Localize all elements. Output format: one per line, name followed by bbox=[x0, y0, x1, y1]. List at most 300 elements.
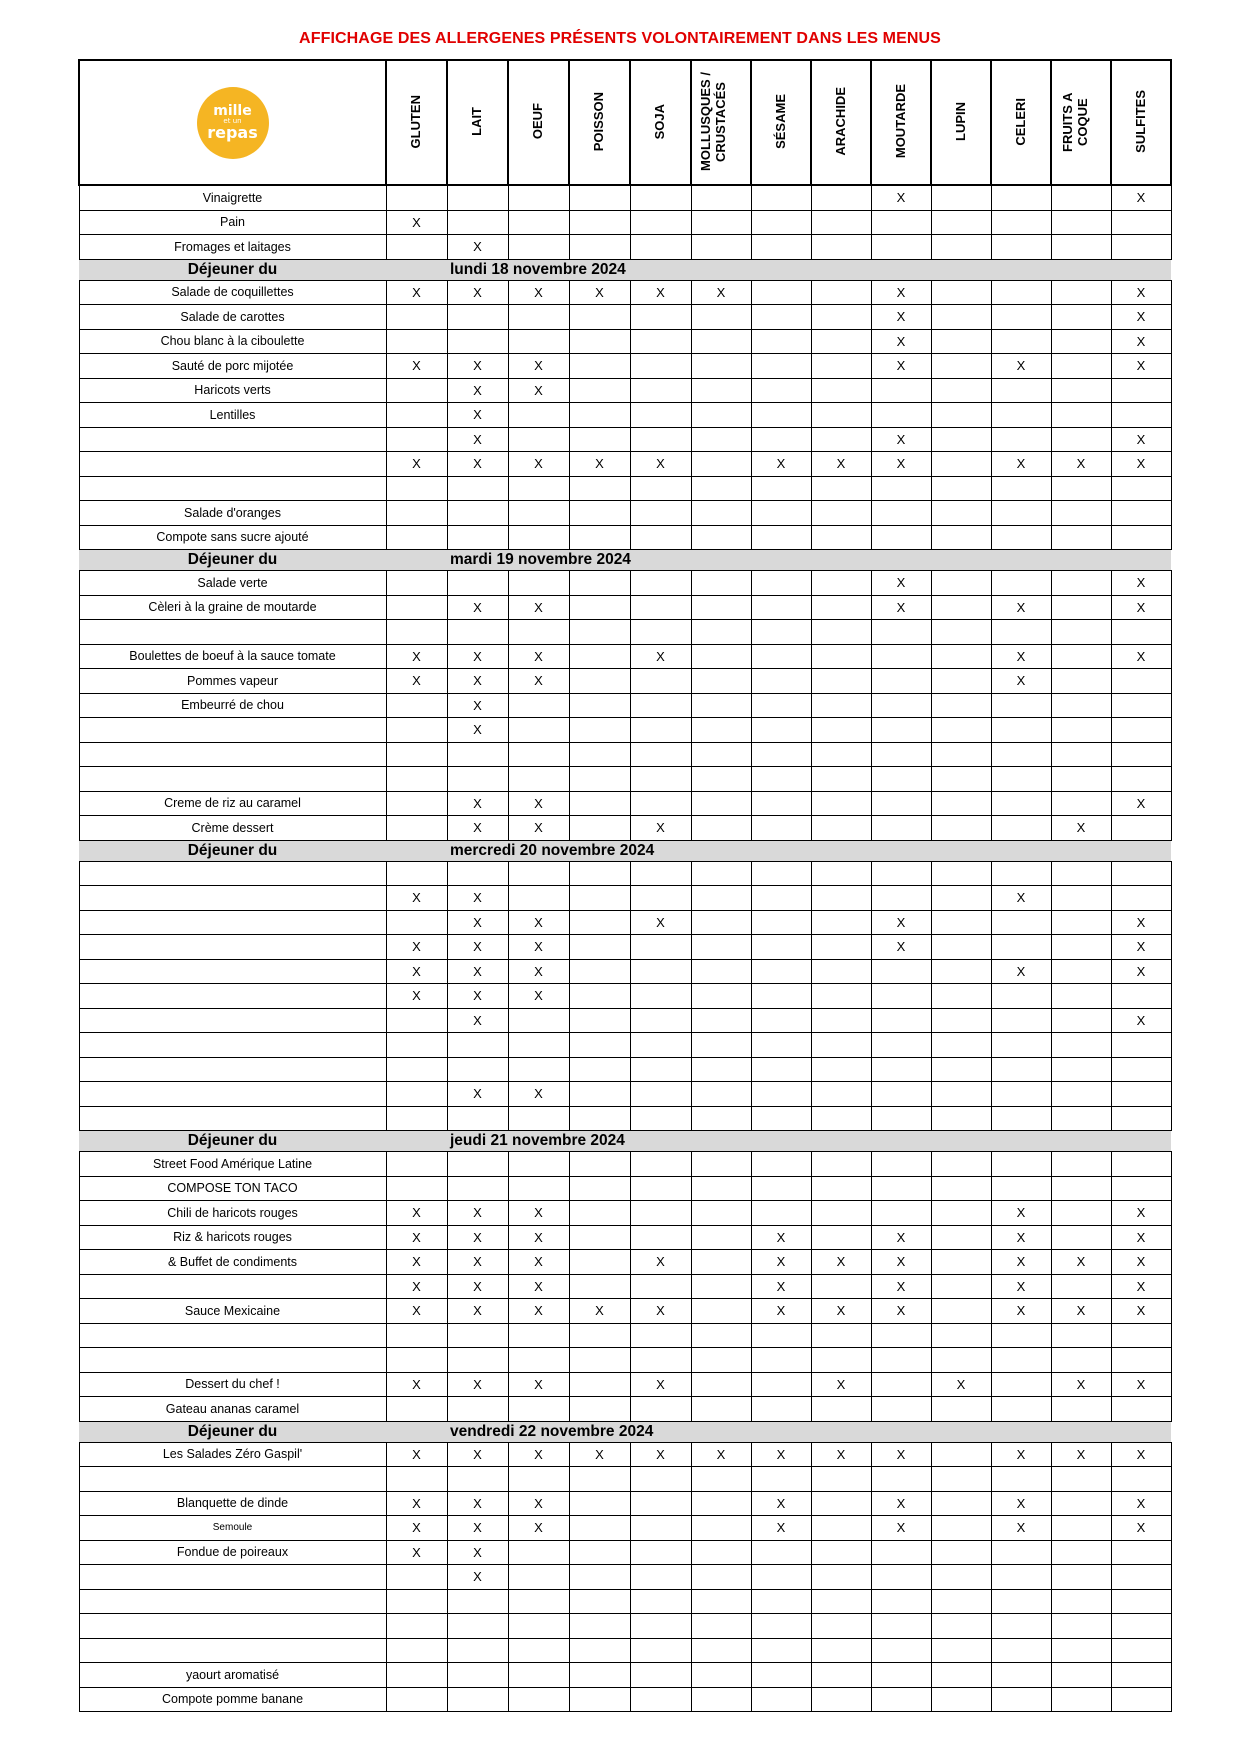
allergen-cell bbox=[569, 742, 630, 767]
allergen-cell bbox=[991, 1638, 1051, 1663]
allergen-cell bbox=[1111, 1638, 1171, 1663]
allergen-cell bbox=[630, 305, 691, 330]
allergen-cell bbox=[569, 644, 630, 669]
allergen-cell bbox=[691, 959, 751, 984]
allergen-cell bbox=[569, 210, 630, 235]
table-row bbox=[79, 1008, 1171, 1033]
allergen-cell bbox=[931, 1614, 991, 1639]
allergen-cell: X bbox=[508, 644, 569, 669]
allergen-cell bbox=[1051, 742, 1111, 767]
allergen-cell bbox=[751, 305, 811, 330]
table-row bbox=[79, 1442, 1171, 1467]
allergen-cell bbox=[931, 767, 991, 792]
allergen-cell: X bbox=[447, 452, 508, 477]
allergen-cell bbox=[1111, 984, 1171, 1009]
allergen-cell bbox=[931, 984, 991, 1009]
allergen-cell bbox=[447, 1663, 508, 1688]
allergen-cell: X bbox=[508, 452, 569, 477]
allergen-cell bbox=[811, 403, 871, 428]
table-row bbox=[79, 1397, 1171, 1422]
allergen-cell: X bbox=[386, 1299, 447, 1324]
dish-name bbox=[79, 1348, 386, 1373]
allergen-cell bbox=[691, 235, 751, 260]
dish-name: Sauté de porc mijotée bbox=[79, 354, 386, 379]
allergen-cell bbox=[811, 235, 871, 260]
section-date: mardi 19 novembre 2024 bbox=[386, 550, 1171, 571]
allergen-cell bbox=[691, 329, 751, 354]
table-row bbox=[79, 476, 1171, 501]
allergen-cell: X bbox=[630, 1372, 691, 1397]
allergen-cell bbox=[691, 1491, 751, 1516]
allergen-cell bbox=[811, 1638, 871, 1663]
allergen-cell bbox=[691, 1516, 751, 1541]
table-row bbox=[79, 403, 1171, 428]
allergen-cell bbox=[871, 693, 931, 718]
allergen-cell: X bbox=[447, 1201, 508, 1226]
allergen-cell bbox=[751, 595, 811, 620]
allergen-cell bbox=[991, 1008, 1051, 1033]
allergen-cell bbox=[630, 571, 691, 596]
allergen-cell: X bbox=[508, 935, 569, 960]
dish-name: Les Salades Zéro Gaspil' bbox=[79, 1442, 386, 1467]
dish-name: COMPOSE TON TACO bbox=[79, 1176, 386, 1201]
allergen-cell bbox=[630, 1057, 691, 1082]
allergen-cell bbox=[931, 620, 991, 645]
allergen-cell bbox=[931, 935, 991, 960]
allergen-cell bbox=[931, 1467, 991, 1492]
allergen-cell bbox=[931, 452, 991, 477]
allergen-cell bbox=[1111, 1176, 1171, 1201]
allergen-cell: X bbox=[630, 910, 691, 935]
allergen-cell bbox=[751, 403, 811, 428]
allergen-cell bbox=[991, 1082, 1051, 1107]
allergen-cell bbox=[691, 210, 751, 235]
allergen-cell bbox=[386, 1397, 447, 1422]
allergen-cell: X bbox=[1111, 1491, 1171, 1516]
allergen-cell bbox=[931, 1687, 991, 1712]
allergen-cell bbox=[569, 1033, 630, 1058]
section-header bbox=[79, 1131, 1171, 1152]
table-row bbox=[79, 329, 1171, 354]
dish-name: Salade de coquillettes bbox=[79, 280, 386, 305]
allergen-cell bbox=[691, 501, 751, 526]
allergen-cell bbox=[931, 378, 991, 403]
dish-name: Crème dessert bbox=[79, 816, 386, 841]
allergen-cell bbox=[1051, 959, 1111, 984]
allergen-cell bbox=[871, 525, 931, 550]
allergen-cell bbox=[871, 620, 931, 645]
allergen-cell bbox=[751, 742, 811, 767]
table-row bbox=[79, 1250, 1171, 1275]
allergen-cell bbox=[691, 1008, 751, 1033]
allergen-cell bbox=[630, 1397, 691, 1422]
allergen-cell bbox=[508, 1397, 569, 1422]
allergen-cell: X bbox=[386, 886, 447, 911]
col-header-lupin: LUPIN bbox=[931, 60, 991, 185]
allergen-cell bbox=[871, 378, 931, 403]
allergen-cell bbox=[871, 1008, 931, 1033]
allergen-cell bbox=[386, 1008, 447, 1033]
allergen-cell bbox=[386, 1176, 447, 1201]
allergen-cell: X bbox=[1111, 1372, 1171, 1397]
allergen-cell bbox=[811, 693, 871, 718]
table-row bbox=[79, 1687, 1171, 1712]
allergen-cell bbox=[931, 816, 991, 841]
allergen-cell bbox=[991, 1176, 1051, 1201]
allergen-cell bbox=[386, 525, 447, 550]
allergen-cell bbox=[386, 1323, 447, 1348]
allergen-cell bbox=[569, 329, 630, 354]
table-row bbox=[79, 1106, 1171, 1131]
allergen-cell: X bbox=[386, 1491, 447, 1516]
allergen-cell bbox=[811, 210, 871, 235]
allergen-cell bbox=[811, 305, 871, 330]
allergen-cell bbox=[931, 742, 991, 767]
table-row bbox=[79, 185, 1171, 210]
allergen-cell bbox=[386, 1082, 447, 1107]
allergen-cell bbox=[931, 476, 991, 501]
allergen-cell bbox=[1111, 1152, 1171, 1177]
allergen-cell bbox=[386, 1638, 447, 1663]
allergen-cell bbox=[386, 816, 447, 841]
allergen-cell bbox=[751, 280, 811, 305]
allergen-cell bbox=[811, 378, 871, 403]
allergen-cell bbox=[811, 1589, 871, 1614]
allergen-cell: X bbox=[386, 984, 447, 1009]
allergen-cell bbox=[630, 595, 691, 620]
allergen-cell: X bbox=[871, 910, 931, 935]
allergen-cell bbox=[691, 910, 751, 935]
allergen-cell bbox=[871, 742, 931, 767]
allergen-cell bbox=[447, 1348, 508, 1373]
allergen-cell bbox=[931, 1516, 991, 1541]
allergen-cell bbox=[1111, 1540, 1171, 1565]
allergen-cell bbox=[691, 791, 751, 816]
allergen-cell bbox=[1051, 1467, 1111, 1492]
allergen-cell: X bbox=[630, 644, 691, 669]
allergen-cell bbox=[811, 1397, 871, 1422]
allergen-cell bbox=[871, 1540, 931, 1565]
allergen-cell: X bbox=[447, 1516, 508, 1541]
logo-cell bbox=[79, 60, 386, 185]
allergen-cell bbox=[386, 767, 447, 792]
allergen-cell bbox=[931, 329, 991, 354]
allergen-cell bbox=[447, 1614, 508, 1639]
allergen-cell bbox=[871, 816, 931, 841]
allergen-cell bbox=[931, 886, 991, 911]
table-row bbox=[79, 620, 1171, 645]
allergen-cell bbox=[630, 1540, 691, 1565]
allergen-cell bbox=[811, 816, 871, 841]
allergen-cell: X bbox=[630, 816, 691, 841]
allergen-cell bbox=[871, 959, 931, 984]
dish-name bbox=[79, 984, 386, 1009]
dish-name: Embeurré de chou bbox=[79, 693, 386, 718]
allergen-cell bbox=[751, 427, 811, 452]
allergen-cell bbox=[871, 984, 931, 1009]
allergen-cell bbox=[386, 742, 447, 767]
allergen-cell: X bbox=[871, 1516, 931, 1541]
allergen-cell bbox=[691, 620, 751, 645]
allergen-cell bbox=[931, 185, 991, 210]
dish-name bbox=[79, 1614, 386, 1639]
allergen-cell: X bbox=[871, 1442, 931, 1467]
table-row bbox=[79, 644, 1171, 669]
allergen-cell bbox=[1111, 210, 1171, 235]
allergen-cell: X bbox=[508, 1299, 569, 1324]
allergen-cell bbox=[871, 1565, 931, 1590]
allergen-cell bbox=[931, 280, 991, 305]
allergen-cell bbox=[508, 1348, 569, 1373]
allergen-cell bbox=[931, 1491, 991, 1516]
allergen-cell: X bbox=[508, 1491, 569, 1516]
allergen-cell bbox=[1111, 1467, 1171, 1492]
allergen-cell bbox=[630, 1565, 691, 1590]
allergen-cell bbox=[931, 1008, 991, 1033]
allergen-cell bbox=[386, 1033, 447, 1058]
allergen-cell bbox=[630, 1348, 691, 1373]
table-row bbox=[79, 210, 1171, 235]
allergen-cell bbox=[871, 1106, 931, 1131]
allergen-cell: X bbox=[386, 935, 447, 960]
allergen-cell: X bbox=[447, 718, 508, 743]
allergen-cell bbox=[569, 1638, 630, 1663]
allergen-cell bbox=[508, 305, 569, 330]
allergen-cell bbox=[569, 861, 630, 886]
allergen-cell bbox=[931, 525, 991, 550]
allergen-cell bbox=[630, 1323, 691, 1348]
allergen-cell: X bbox=[447, 1225, 508, 1250]
dish-name: Compote sans sucre ajouté bbox=[79, 525, 386, 550]
allergen-cell bbox=[871, 644, 931, 669]
allergen-cell bbox=[751, 1540, 811, 1565]
allergen-cell bbox=[1051, 1397, 1111, 1422]
allergen-cell bbox=[508, 1057, 569, 1082]
allergen-cell bbox=[508, 1565, 569, 1590]
allergen-cell bbox=[811, 861, 871, 886]
allergen-cell bbox=[447, 742, 508, 767]
allergen-cell bbox=[811, 718, 871, 743]
allergen-cell bbox=[447, 1152, 508, 1177]
allergen-cell bbox=[991, 1057, 1051, 1082]
allergen-cell bbox=[630, 669, 691, 694]
allergen-cell: X bbox=[991, 1274, 1051, 1299]
table-row bbox=[79, 1201, 1171, 1226]
dish-name: Pommes vapeur bbox=[79, 669, 386, 694]
allergen-cell: X bbox=[871, 452, 931, 477]
allergen-cell bbox=[751, 935, 811, 960]
allergen-cell bbox=[691, 1057, 751, 1082]
allergen-cell bbox=[569, 984, 630, 1009]
allergen-cell bbox=[871, 886, 931, 911]
allergen-cell bbox=[508, 1152, 569, 1177]
allergen-cell bbox=[871, 403, 931, 428]
allergen-cell bbox=[447, 1589, 508, 1614]
allergen-cell bbox=[386, 910, 447, 935]
allergen-cell bbox=[1111, 742, 1171, 767]
allergen-cell bbox=[447, 501, 508, 526]
allergen-cell bbox=[630, 742, 691, 767]
allergen-cell bbox=[569, 1225, 630, 1250]
allergen-cell: X bbox=[447, 644, 508, 669]
allergen-cell: X bbox=[991, 1299, 1051, 1324]
allergen-cell bbox=[691, 1250, 751, 1275]
allergen-cell bbox=[447, 571, 508, 596]
allergen-cell bbox=[569, 1467, 630, 1492]
col-header-celeri: CELERI bbox=[991, 60, 1051, 185]
allergen-cell: X bbox=[508, 378, 569, 403]
allergen-cell bbox=[386, 718, 447, 743]
allergen-cell: X bbox=[447, 693, 508, 718]
allergen-cell bbox=[630, 1614, 691, 1639]
allergen-cell bbox=[691, 1540, 751, 1565]
allergen-cell bbox=[386, 1106, 447, 1131]
allergen-cell bbox=[931, 305, 991, 330]
table-row bbox=[79, 1299, 1171, 1324]
allergen-cell bbox=[751, 984, 811, 1009]
dish-name: Dessert du chef ! bbox=[79, 1372, 386, 1397]
allergen-cell bbox=[751, 861, 811, 886]
allergen-cell bbox=[569, 1663, 630, 1688]
allergen-cell bbox=[447, 1687, 508, 1712]
allergen-cell bbox=[1111, 1589, 1171, 1614]
allergen-cell: X bbox=[1051, 816, 1111, 841]
allergen-cell: X bbox=[1111, 280, 1171, 305]
dish-name bbox=[79, 476, 386, 501]
allergen-cell bbox=[691, 1201, 751, 1226]
allergen-cell: X bbox=[447, 1540, 508, 1565]
allergen-cell bbox=[991, 427, 1051, 452]
allergen-cell bbox=[811, 427, 871, 452]
dish-name bbox=[79, 1589, 386, 1614]
table-row bbox=[79, 354, 1171, 379]
allergen-cell bbox=[447, 185, 508, 210]
allergen-cell bbox=[1111, 1033, 1171, 1058]
allergen-cell: X bbox=[386, 1225, 447, 1250]
mille-et-un-repas-logo: mille et un repas bbox=[197, 87, 269, 159]
allergen-cell: X bbox=[991, 1201, 1051, 1226]
allergen-cell bbox=[630, 767, 691, 792]
allergen-cell bbox=[386, 427, 447, 452]
allergen-cell: X bbox=[508, 1082, 569, 1107]
allergen-cell: X bbox=[811, 1299, 871, 1324]
allergen-cell bbox=[751, 571, 811, 596]
allergen-cell bbox=[871, 1201, 931, 1226]
allergen-cell bbox=[447, 210, 508, 235]
allergen-cell: X bbox=[751, 1225, 811, 1250]
allergen-cell: X bbox=[386, 210, 447, 235]
allergen-cell bbox=[691, 767, 751, 792]
allergen-cell bbox=[751, 476, 811, 501]
allergen-cell bbox=[1051, 595, 1111, 620]
allergen-cell bbox=[691, 1106, 751, 1131]
allergen-cell bbox=[811, 329, 871, 354]
allergen-cell bbox=[871, 669, 931, 694]
allergen-cell bbox=[569, 816, 630, 841]
col-header-soja: SOJA bbox=[630, 60, 691, 185]
allergen-cell: X bbox=[871, 329, 931, 354]
allergen-cell bbox=[569, 185, 630, 210]
allergen-cell bbox=[1111, 693, 1171, 718]
allergen-cell: X bbox=[508, 1201, 569, 1226]
allergen-cell bbox=[1111, 861, 1171, 886]
allergen-cell bbox=[751, 1687, 811, 1712]
allergen-cell bbox=[508, 1033, 569, 1058]
allergen-cell bbox=[991, 791, 1051, 816]
allergen-cell: X bbox=[447, 403, 508, 428]
dish-name bbox=[79, 1274, 386, 1299]
allergen-cell bbox=[1051, 1176, 1111, 1201]
allergen-cell bbox=[630, 1201, 691, 1226]
allergen-cell: X bbox=[871, 1274, 931, 1299]
dish-name: Lentilles bbox=[79, 403, 386, 428]
allergen-cell bbox=[630, 378, 691, 403]
table-row bbox=[79, 1152, 1171, 1177]
allergen-cell bbox=[1111, 1348, 1171, 1373]
allergen-cell: X bbox=[1111, 791, 1171, 816]
allergen-cell bbox=[991, 1397, 1051, 1422]
allergen-cell bbox=[630, 886, 691, 911]
allergen-cell bbox=[931, 1540, 991, 1565]
allergen-cell bbox=[691, 571, 751, 596]
allergen-cell bbox=[630, 1491, 691, 1516]
allergen-cell: X bbox=[447, 1565, 508, 1590]
allergen-cell bbox=[1051, 861, 1111, 886]
allergen-cell bbox=[1051, 644, 1111, 669]
col-header-mollusques: MOLLUSQUES / CRUSTACÉS bbox=[691, 60, 751, 185]
allergen-cell bbox=[991, 620, 1051, 645]
dish-name bbox=[79, 959, 386, 984]
allergen-cell bbox=[569, 1565, 630, 1590]
allergen-cell bbox=[931, 1082, 991, 1107]
allergen-cell: X bbox=[1111, 571, 1171, 596]
allergen-cell bbox=[991, 476, 1051, 501]
allergen-cell: X bbox=[871, 1250, 931, 1275]
allergen-cell: X bbox=[991, 669, 1051, 694]
table-row bbox=[79, 693, 1171, 718]
allergen-cell bbox=[811, 1565, 871, 1590]
allergen-cell: X bbox=[569, 280, 630, 305]
allergen-cell bbox=[811, 185, 871, 210]
table-row bbox=[79, 1323, 1171, 1348]
allergen-cell bbox=[1051, 718, 1111, 743]
allergen-cell bbox=[569, 1008, 630, 1033]
allergen-cell bbox=[386, 791, 447, 816]
allergen-cell bbox=[691, 861, 751, 886]
allergen-cell bbox=[811, 910, 871, 935]
allergen-cell: X bbox=[1111, 1008, 1171, 1033]
page-title: AFFICHAGE DES ALLERGENES PRÉSENTS VOLONTAIREMENT DANS LES MENUS bbox=[299, 30, 941, 47]
allergen-cell bbox=[991, 1106, 1051, 1131]
dish-name bbox=[79, 886, 386, 911]
allergen-cell: X bbox=[871, 427, 931, 452]
allergen-cell bbox=[508, 1106, 569, 1131]
allergen-cell bbox=[1051, 767, 1111, 792]
allergen-cell bbox=[630, 235, 691, 260]
table-row bbox=[79, 1540, 1171, 1565]
allergen-cell bbox=[569, 1687, 630, 1712]
allergen-cell: X bbox=[447, 669, 508, 694]
allergen-cell bbox=[569, 1540, 630, 1565]
allergen-cell bbox=[991, 1614, 1051, 1639]
table-row bbox=[79, 1372, 1171, 1397]
allergen-cell bbox=[1051, 1540, 1111, 1565]
allergen-cell bbox=[447, 329, 508, 354]
allergen-cell bbox=[569, 718, 630, 743]
allergen-cell bbox=[931, 1106, 991, 1131]
allergen-cell bbox=[508, 427, 569, 452]
allergen-cell bbox=[871, 1082, 931, 1107]
